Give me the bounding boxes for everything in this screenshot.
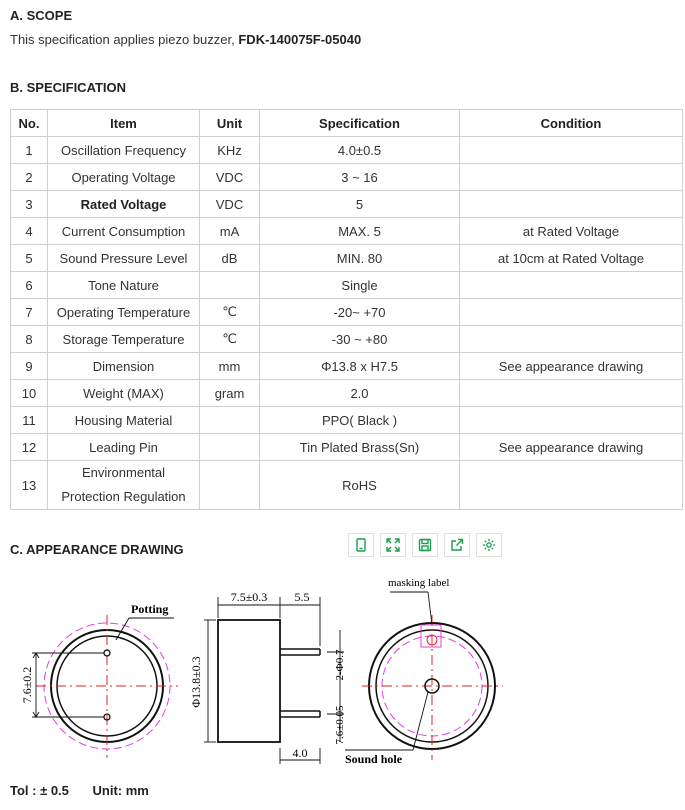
cell-spec: RoHS bbox=[260, 461, 460, 510]
cell-condition: at 10cm at Rated Voltage bbox=[460, 245, 683, 272]
cell-unit: mA bbox=[200, 218, 260, 245]
cell-condition: at Rated Voltage bbox=[460, 218, 683, 245]
cell-unit: mm bbox=[200, 353, 260, 380]
settings-button[interactable] bbox=[476, 533, 502, 557]
footer-tolerance bbox=[10, 783, 169, 798]
cell-item: Housing Material bbox=[48, 407, 200, 434]
cell-no: 6 bbox=[11, 272, 48, 299]
scope-sentence: This specification applies piezo buzzer, bbox=[10, 32, 239, 47]
cell-no: 4 bbox=[11, 218, 48, 245]
cell-no: 8 bbox=[11, 326, 48, 353]
dim-left-vertical: 7.6±0.2 bbox=[20, 666, 34, 704]
table-row bbox=[11, 407, 683, 434]
cell-condition bbox=[460, 380, 683, 407]
col-header-condition: Condition bbox=[460, 110, 683, 137]
back-view bbox=[345, 577, 503, 766]
table-row bbox=[11, 461, 683, 510]
col-header-item: Item bbox=[48, 110, 200, 137]
dim-pin-spacing: 7.6±0.05 bbox=[334, 705, 346, 745]
cell-spec: 5 bbox=[260, 191, 460, 218]
front-view bbox=[20, 602, 178, 758]
expand-icon bbox=[386, 538, 400, 552]
cell-item-line: Protection Regulation bbox=[61, 489, 186, 504]
cell-item: Storage Temperature bbox=[48, 326, 200, 353]
scope-text bbox=[10, 32, 361, 47]
cell-item-line: Environmental bbox=[81, 465, 166, 480]
cell-unit bbox=[200, 461, 260, 510]
table-row bbox=[11, 218, 683, 245]
cell-spec: MAX. 5 bbox=[260, 218, 460, 245]
cell-no: 2 bbox=[11, 164, 48, 191]
cell-no: 1 bbox=[11, 137, 48, 164]
cell-item: Sound Pressure Level bbox=[48, 245, 200, 272]
scope-model: FDK-140075F-05040 bbox=[238, 32, 362, 47]
cell-unit: ℃ bbox=[200, 299, 260, 326]
potting-label: Potting bbox=[131, 602, 169, 616]
cell-item: Operating Voltage bbox=[48, 164, 200, 191]
table-row bbox=[11, 137, 683, 164]
appearance-heading: C. APPEARANCE DRAWING bbox=[10, 542, 184, 557]
cell-item: Weight (MAX) bbox=[48, 380, 200, 407]
cell-spec: 4.0±0.5 bbox=[260, 137, 460, 164]
cell-condition bbox=[460, 326, 683, 353]
masking-label: masking label bbox=[388, 577, 450, 589]
table-row bbox=[11, 245, 683, 272]
cell-unit bbox=[200, 407, 260, 434]
cell-spec: Φ13.8 x H7.5 bbox=[260, 353, 460, 380]
tablet-view-button[interactable] bbox=[348, 533, 374, 557]
table-row bbox=[11, 299, 683, 326]
cell-spec: MIN. 80 bbox=[260, 245, 460, 272]
table-row bbox=[11, 353, 683, 380]
specification-table bbox=[10, 109, 683, 510]
cell-unit: KHz bbox=[200, 137, 260, 164]
col-header-unit: Unit bbox=[200, 110, 260, 137]
col-header-specification: Specification bbox=[260, 110, 460, 137]
tolerance-label: Tol : ± 0.5 bbox=[10, 783, 69, 798]
cell-no: 7 bbox=[11, 299, 48, 326]
cell-condition bbox=[460, 407, 683, 434]
col-header-no: No. bbox=[11, 110, 48, 137]
expand-button[interactable] bbox=[380, 533, 406, 557]
cell-no: 5 bbox=[11, 245, 48, 272]
cell-item: Tone Nature bbox=[48, 272, 200, 299]
cell-condition bbox=[460, 299, 683, 326]
cell-item: Dimension bbox=[48, 353, 200, 380]
cell-unit: ℃ bbox=[200, 326, 260, 353]
cell-unit bbox=[200, 434, 260, 461]
dim-top-pin: 5.5 bbox=[294, 590, 310, 604]
cell-no: 9 bbox=[11, 353, 48, 380]
cell-condition: See appearance drawing bbox=[460, 353, 683, 380]
cell-condition bbox=[460, 272, 683, 299]
dim-diameter: Φ13.8±0.3 bbox=[189, 656, 203, 708]
table-row bbox=[11, 164, 683, 191]
cell-no: 11 bbox=[11, 407, 48, 434]
table-row bbox=[11, 326, 683, 353]
table-row bbox=[11, 380, 683, 407]
cell-unit: gram bbox=[200, 380, 260, 407]
share-button[interactable] bbox=[444, 533, 470, 557]
cell-spec: Tin Plated Brass(Sn) bbox=[260, 434, 460, 461]
dim-pin-diameter: 2-Φ0.7 bbox=[334, 649, 346, 681]
side-view bbox=[189, 590, 346, 764]
cell-no: 12 bbox=[11, 434, 48, 461]
cell-condition: See appearance drawing bbox=[460, 434, 683, 461]
cell-condition bbox=[460, 164, 683, 191]
cell-spec: Single bbox=[260, 272, 460, 299]
cell-no: 10 bbox=[11, 380, 48, 407]
cell-spec: -20~ +70 bbox=[260, 299, 460, 326]
cell-item: Current Consumption bbox=[48, 218, 200, 245]
share-icon bbox=[450, 538, 464, 552]
cell-no: 13 bbox=[11, 461, 48, 510]
cell-no: 3 bbox=[11, 191, 48, 218]
table-row bbox=[11, 272, 683, 299]
scope-heading: A. SCOPE bbox=[10, 8, 73, 23]
specification-heading: B. SPECIFICATION bbox=[10, 80, 127, 95]
cell-unit: VDC bbox=[200, 191, 260, 218]
save-icon bbox=[418, 538, 432, 552]
cell-unit bbox=[200, 272, 260, 299]
cell-spec: PPO( Black ) bbox=[260, 407, 460, 434]
table-header-row bbox=[11, 110, 683, 137]
cell-spec: 2.0 bbox=[260, 380, 460, 407]
table-row bbox=[11, 191, 683, 218]
image-toolbar bbox=[348, 533, 502, 557]
cell-condition bbox=[460, 191, 683, 218]
cell-unit: VDC bbox=[200, 164, 260, 191]
cell-condition bbox=[460, 461, 683, 510]
cell-item: Rated Voltage bbox=[48, 191, 200, 218]
cell-spec: 3 ~ 16 bbox=[260, 164, 460, 191]
cell-spec: -30 ~ +80 bbox=[260, 326, 460, 353]
settings-icon bbox=[482, 538, 496, 552]
cell-item: Oscillation Frequency bbox=[48, 137, 200, 164]
cell-condition bbox=[460, 137, 683, 164]
unit-label: Unit: mm bbox=[92, 783, 149, 798]
sound-hole-label: Sound hole bbox=[345, 752, 403, 766]
save-button[interactable] bbox=[412, 533, 438, 557]
appearance-drawing bbox=[0, 570, 685, 775]
cell-item: Operating Temperature bbox=[48, 299, 200, 326]
dim-top-width: 7.5±0.3 bbox=[230, 590, 268, 604]
cell-item: Leading Pin bbox=[48, 434, 200, 461]
dim-bottom: 4.0 bbox=[292, 746, 308, 760]
tablet-icon bbox=[354, 538, 368, 552]
cell-item bbox=[48, 461, 200, 510]
table-row bbox=[11, 434, 683, 461]
cell-unit: dB bbox=[200, 245, 260, 272]
